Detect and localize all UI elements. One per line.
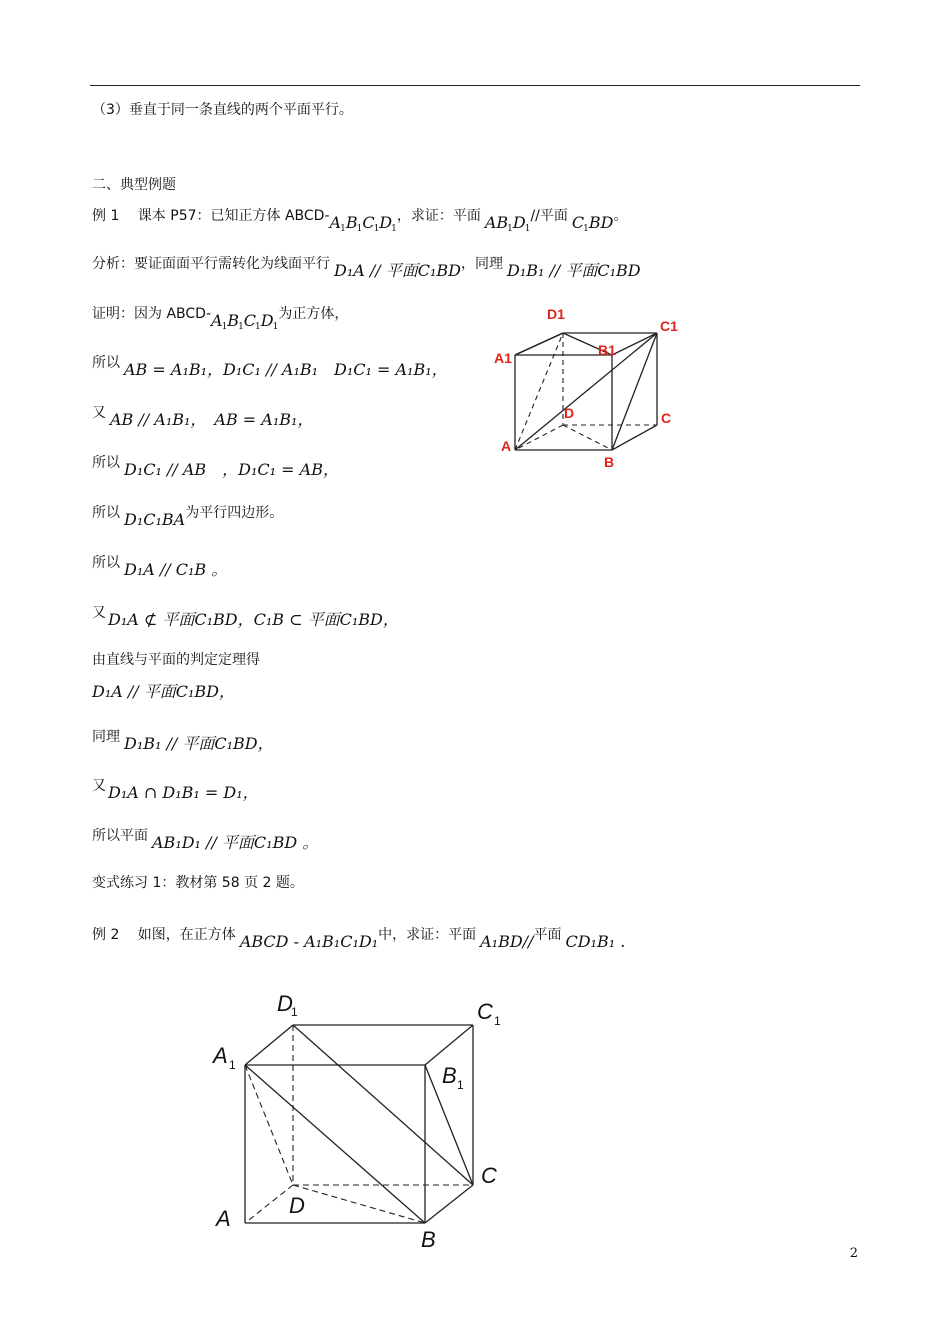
proof-step: 由直线与平面的判定定理得	[92, 652, 260, 668]
vertex-label: B	[421, 1227, 436, 1252]
header-rule	[90, 85, 860, 86]
vertex-label: A1	[494, 350, 512, 366]
vertex-label: B1	[598, 342, 616, 358]
hidden-diagonal	[245, 1065, 293, 1185]
hidden-edge	[245, 1185, 293, 1223]
diagonal	[515, 333, 657, 450]
vertex-label: D	[289, 1193, 305, 1218]
edge	[425, 1025, 473, 1065]
proof-step: 同理 D₁B₁ // 平面C₁BD，	[92, 729, 274, 753]
vertex-label: C	[477, 999, 493, 1024]
analysis-line: 分析：要证面面平行需转化为线面平行 D₁A // 平面C₁BD，同理 D₁B₁ // 平面C₁BD	[92, 256, 641, 280]
diagonal	[612, 333, 657, 450]
subscript-label: 1	[457, 1078, 464, 1092]
proof-step: D₁A // 平面C₁BD，	[92, 682, 235, 701]
hidden-diagonal	[293, 1185, 425, 1223]
vertex-label: A	[213, 1043, 228, 1068]
proof-step: 所以 D₁C₁BA为平行四边形。	[92, 505, 284, 529]
cube-figure-2	[205, 985, 525, 1255]
vertex-label: B	[604, 454, 615, 470]
proof-step: 又 D₁A ⊄ 平面C₁BD，C₁B ⊂ 平面C₁BD，	[92, 605, 399, 629]
subscript-label: 1	[229, 1058, 236, 1072]
proof-step: 所以 D₁A // C₁B 。	[92, 555, 228, 579]
proof-step: 所以 D₁C₁ // AB ，D₁C₁ = AB，	[92, 455, 339, 479]
exercise-note: 变式练习 1：教材第 58 页 2 题。	[92, 875, 304, 891]
vertex-label: A	[216, 1206, 231, 1231]
example-1-statement: 例 1 课本 P57：已知正方体 ABCD-$A_1B_1C_1D_1$，求证：平面 $AB_1D_1//$平面 $C_1BD$。	[92, 208, 628, 234]
diagonal	[245, 1065, 425, 1223]
vertex-label: B	[442, 1063, 457, 1088]
proof-step: 又 AB // A₁B₁， AB = A₁B₁，	[92, 405, 314, 429]
subscript-label: 1	[494, 1014, 501, 1028]
subscript-label: 1	[291, 1005, 298, 1019]
proof-step: 又 D₁A ∩ D₁B₁ = D₁，	[92, 778, 259, 802]
vertex-label: D	[564, 405, 575, 421]
proof-conclusion: 所以平面 AB₁D₁ // 平面C₁BD 。	[92, 828, 319, 852]
hidden-diagonal	[515, 333, 563, 450]
edge	[612, 425, 657, 450]
hidden-edge	[515, 425, 563, 450]
diagonal	[515, 333, 563, 355]
text-line: （3）垂直于同一条直线的两个平面平行。	[92, 102, 353, 118]
vertex-label: C1	[660, 318, 678, 334]
edge	[245, 1025, 293, 1065]
proof-step: 所以 AB = A₁B₁，D₁C₁ // A₁B₁ D₁C₁ = A₁B₁，	[92, 355, 448, 379]
vertex-label: C	[481, 1163, 497, 1188]
vertex-label: C	[661, 410, 672, 426]
cube-figure-1	[490, 300, 690, 475]
diagonal	[293, 1025, 473, 1185]
section-heading: 二、典型例题	[92, 177, 176, 193]
proof-start: 证明：因为 ABCD-$A_1B_1C_1D_1$为正方体，	[92, 306, 349, 332]
vertex-label: A	[501, 438, 512, 454]
vertex-label: D1	[547, 306, 565, 322]
page-number: 2	[849, 1246, 858, 1261]
vertex-label: D	[277, 991, 293, 1016]
hidden-diagonal	[563, 425, 612, 450]
edge	[425, 1185, 473, 1223]
example-2-statement: 例 2 如图，在正方体 ABCD - A₁B₁C₁D₁中，求证：平面 A₁BD//平面 CD₁B₁ .	[92, 927, 626, 951]
